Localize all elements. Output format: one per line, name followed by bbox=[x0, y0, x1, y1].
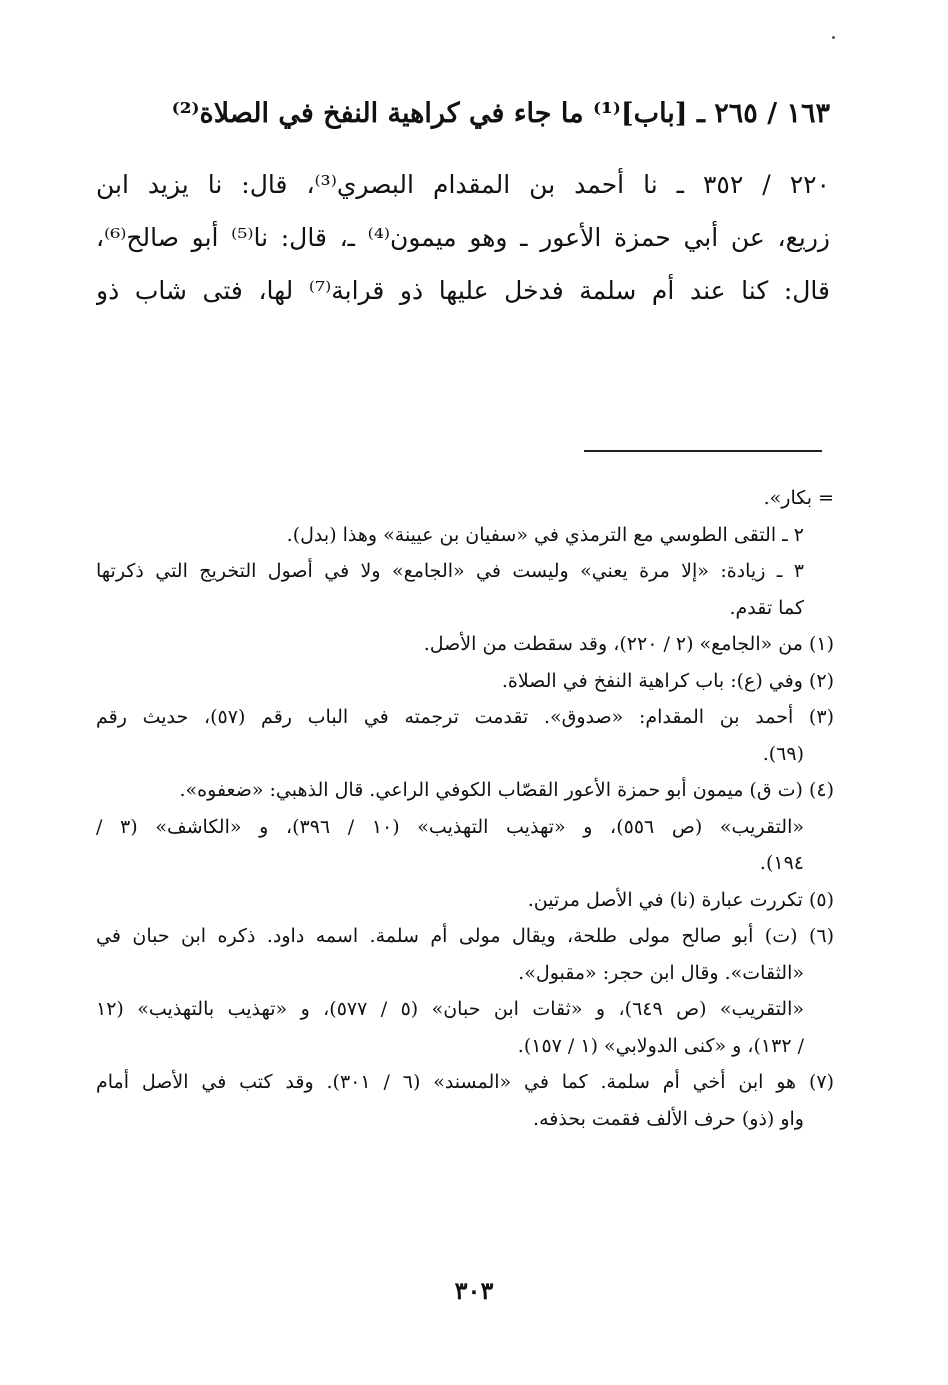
footnote-line: واو (ذو) حرف الألف فقمت بحذفه. bbox=[533, 1107, 804, 1130]
footnote-line: (٥) تكررت عبارة (نا) في الأصل مرتين. bbox=[527, 888, 834, 911]
scan-speck bbox=[832, 36, 835, 39]
footnotes bbox=[96, 480, 834, 1137]
hadith-line: زريع، عن أبي حمزة الأعور ـ وهو ميمون⁽⁴⁾ ـ، قال: نا⁽⁵⁾ أبو صالح⁽⁶⁾، bbox=[96, 223, 830, 252]
footnote-line: ١٩٤). bbox=[759, 852, 804, 874]
hadith-line: قال: كنا عند أم سلمة فدخل عليها ذو قرابة⁽⁷⁾ لها، فتى شاب ذو bbox=[96, 276, 830, 305]
footnote-line: ٣ ـ زيادة: «إلا مرة يعني» وليست في «الجامع» ولا في أصول التخريج التي ذكرتها bbox=[96, 560, 804, 582]
footnote-line: كما تقدم. bbox=[729, 596, 804, 619]
footnote-line: (١) من «الجامع» (٢ / ٢٢٠)، وقد سقطت من الأصل. bbox=[423, 633, 834, 655]
chapter-heading: ١٦٣ / ٢٦٥ ـ [باب]⁽¹⁾ ما جاء في كراهية النفخ في الصلاة⁽²⁾ bbox=[171, 98, 830, 129]
footnote-line: / ١٣٢)، و «كنى الدولابي» (١ / ١٥٧). bbox=[517, 1034, 804, 1057]
footnote-line: = بكار». bbox=[763, 487, 834, 509]
footnote-line: (٣) أحمد بن المقدام: «صدوق». تقدمت ترجمته في الباب رقم (٥٧)، حديث رقم bbox=[96, 706, 834, 728]
footnote-separator bbox=[584, 450, 822, 452]
footnote-line: (٧) هو ابن أخي أم سلمة. كما في «المسند» (٦ / ٣٠١). وقد كتب في الأصل أمام bbox=[96, 1071, 834, 1093]
footnote-line: (٦) (ت) أبو صالح مولى طلحة، ويقال مولى أم سلمة. اسمه داود. ذكره ابن حبان في bbox=[96, 925, 834, 947]
page-number: ٣٠٣ bbox=[454, 1276, 494, 1305]
footnote-line: «الثقات». وقال ابن حجر: «مقبول». bbox=[518, 961, 804, 984]
footnote-line: (٦٩). bbox=[762, 742, 804, 765]
footnote-line: «التقريب» (ص ٥٥٦)، و «تهذيب التهذيب» (١٠ / ٣٩٦)، و «الكاشف» (٣ / bbox=[96, 815, 804, 838]
footnote-line: «التقريب» (ص ٦٤٩)، و «ثقات ابن حبان» (٥ / ٥٧٧)، و «تهذيب بالتهذيب» (١٢ bbox=[96, 998, 804, 1020]
hadith-line: ٢٢٠ / ٣٥٢ ـ نا أحمد بن المقدام البصري⁽³⁾، قال: نا يزيد ابن bbox=[96, 170, 830, 199]
footnote-line: ٢ ـ التقى الطوسي مع الترمذي في «سفيان بن عيينة» وهذا (بدل). bbox=[286, 523, 804, 546]
footnote-line: (٢) وفي (ع): باب كراهية النفخ في الصلاة. bbox=[501, 669, 834, 692]
footnote-line: (٤) (ت ق) ميمون أبو حمزة الأعور القصّاب الكوفي الراعي. قال الذهبي: «ضعفوه». bbox=[179, 779, 834, 801]
hadith-text bbox=[96, 158, 830, 317]
